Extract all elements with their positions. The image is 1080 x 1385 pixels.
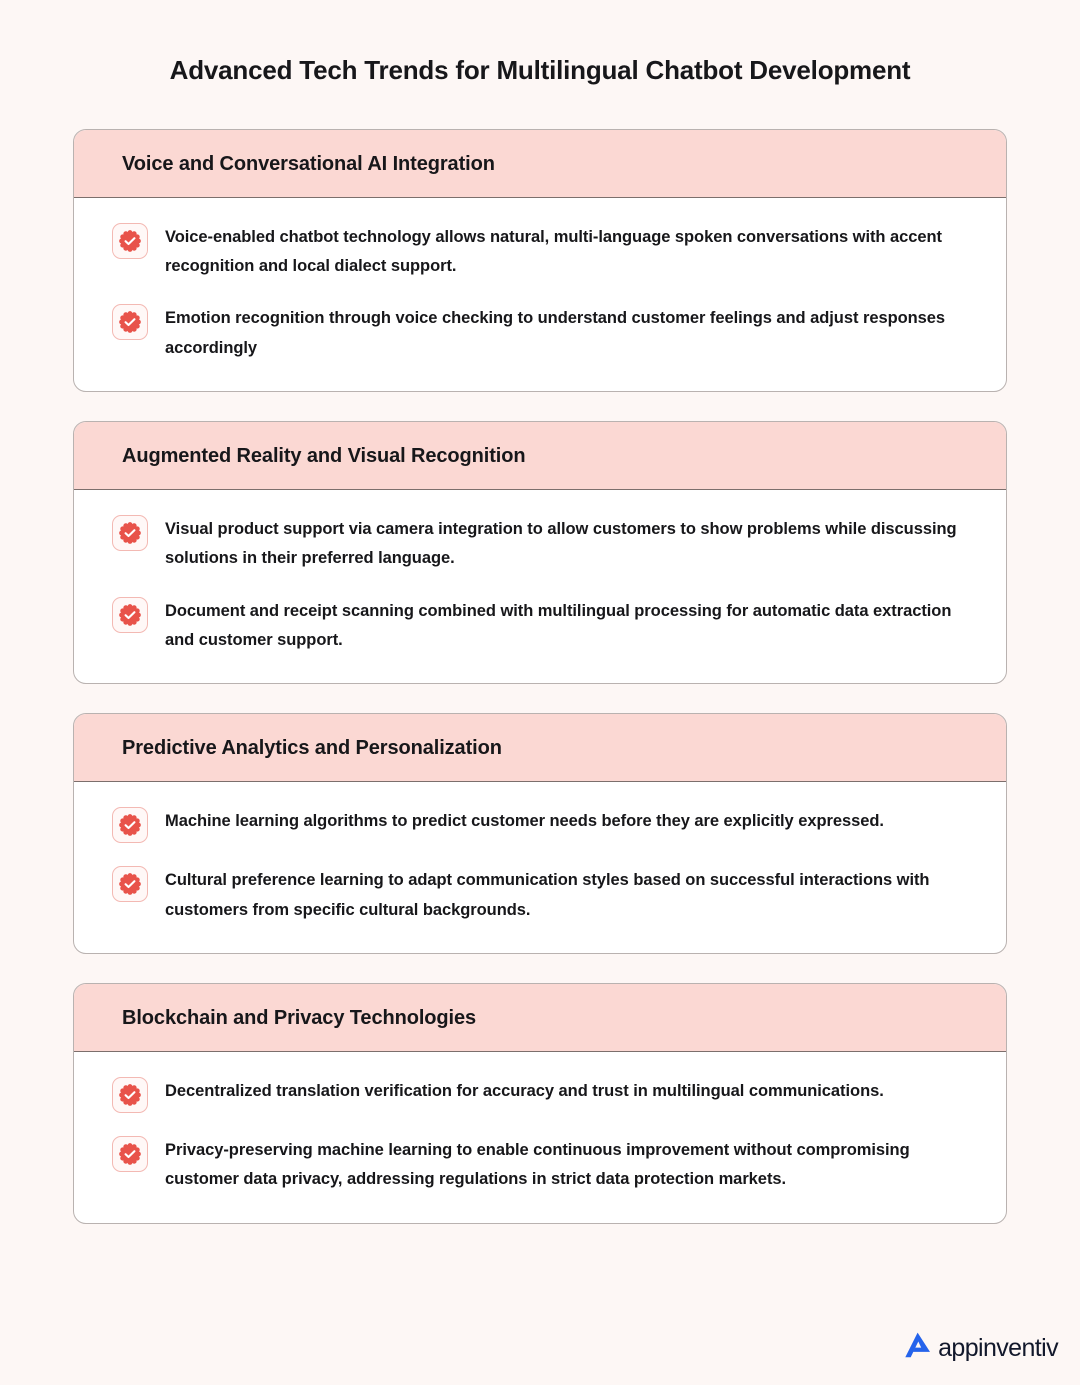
bullet-text: Emotion recognition through voice checking to understand customer feelings and adjust responses accordingly: [165, 309, 946, 357]
check-badge-icon: [112, 515, 148, 551]
trend-card: [73, 421, 1007, 684]
check-badge-icon: [112, 304, 148, 340]
bullet-item: [112, 596, 962, 656]
trend-card: [73, 983, 1007, 1224]
trend-card-header: [74, 984, 1006, 1052]
page-title: Advanced Tech Trends for Multilingual Chatbot Development: [169, 55, 911, 85]
trend-card-title: Predictive Analytics and Personalization: [122, 737, 502, 760]
trend-card-body: [74, 1052, 1006, 1223]
bullet-item: [112, 1135, 962, 1195]
bullet-item: [112, 514, 962, 574]
trend-card-body: [74, 782, 1006, 953]
appinventiv-a-mark-icon: [901, 1328, 935, 1367]
trend-card: [73, 129, 1007, 392]
bullet-item: [112, 303, 962, 363]
trend-card-title: Voice and Conversational AI Integration: [122, 152, 495, 175]
appinventiv-wordmark: appinventiv: [938, 1334, 1058, 1362]
bullet-text: Cultural preference learning to adapt communication styles based on successful interactions with customers from specific cultural backgrounds.: [165, 871, 930, 919]
brand-footer: [901, 1328, 1058, 1367]
trend-card-body: [74, 490, 1006, 683]
bullet-text: Document and receipt scanning combined with multilingual processing for automatic data extraction and customer support.: [165, 601, 952, 650]
bullet-text: Voice-enabled chatbot technology allows natural, multi-language spoken conversations with accent recognition and local dialect support.: [165, 227, 942, 275]
trend-card-header: [74, 130, 1006, 198]
check-badge-icon: [112, 597, 148, 633]
bullet-item: [112, 806, 962, 843]
bullet-text: Privacy-preserving machine learning to enable continuous improvement without compromising customer data privacy, addressing regulations in strict data protection markets.: [165, 1141, 910, 1189]
check-badge-icon: [112, 1077, 148, 1113]
check-badge-icon: [112, 1136, 148, 1172]
bullet-item: [112, 865, 962, 925]
check-badge-icon: [112, 807, 148, 843]
trend-card-header: [74, 422, 1006, 490]
bullet-item: [112, 1076, 962, 1113]
trend-card-title: Augmented Reality and Visual Recognition: [122, 444, 526, 467]
bullet-text: Visual product support via camera integration to allow customers to show problems while discussing solutions in their preferred language.: [165, 519, 957, 568]
bullet-text: Machine learning algorithms to predict customer needs before they are explicitly expressed.: [165, 812, 884, 831]
trend-card: [73, 713, 1007, 954]
cards-list: [73, 87, 1007, 1224]
bullet-item: [112, 222, 962, 282]
trend-card-header: [74, 714, 1006, 782]
check-badge-icon: [112, 223, 148, 259]
trend-card-body: [74, 198, 1006, 391]
bullet-text: Decentralized translation verification for accuracy and trust in multilingual communications.: [165, 1082, 884, 1101]
check-badge-icon: [112, 866, 148, 902]
trend-card-title: Blockchain and Privacy Technologies: [122, 1007, 477, 1030]
